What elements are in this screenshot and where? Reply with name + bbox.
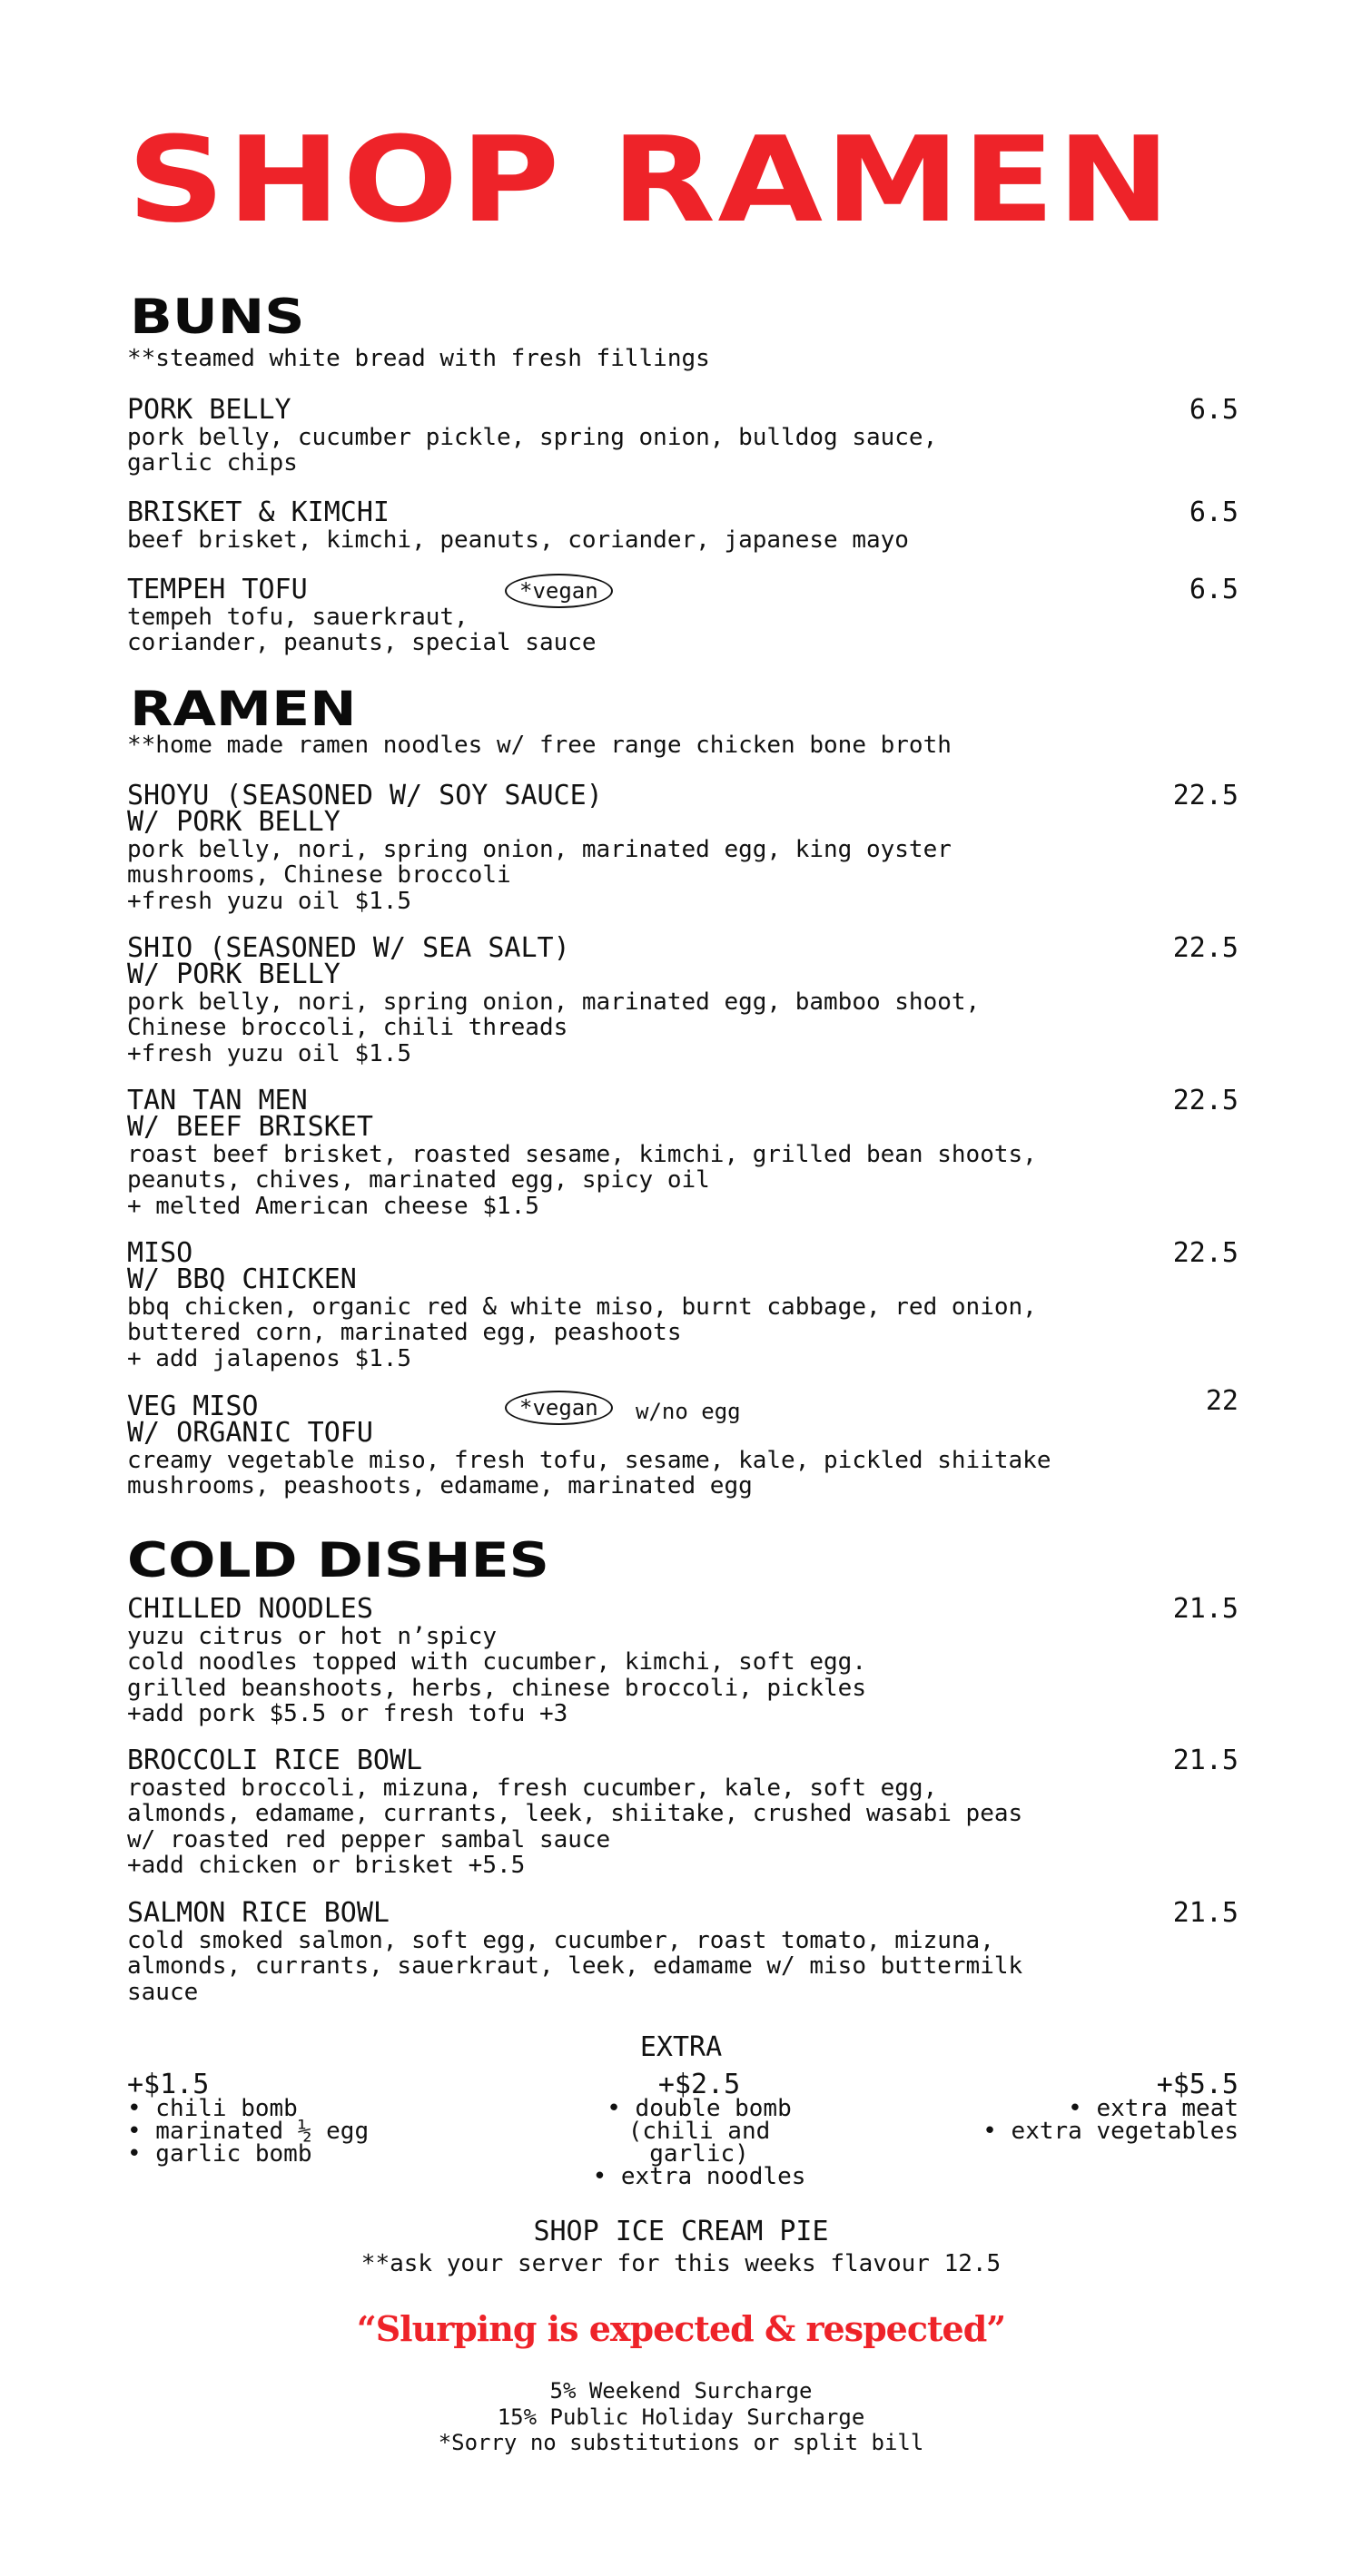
item-name: TEMPEH TOFU — [127, 574, 308, 605]
item-name: BRISKET & KIMCHI — [127, 497, 390, 528]
item-name: PORK BELLY — [127, 394, 291, 426]
menu-item — [127, 499, 1239, 553]
item-price: 21.5 — [1172, 1745, 1239, 1776]
extras-heading: EXTRA — [639, 2031, 723, 2063]
extras-price: +$5.5 — [1156, 2069, 1239, 2100]
extras-item: • extra noodles — [592, 2163, 806, 2190]
menu-item — [127, 932, 1239, 1067]
item-price: 6.5 — [1189, 394, 1239, 426]
item-name: SHIO (SEASONED W/ SEA SALT) W/ PORK BELLY — [127, 932, 570, 990]
menu-item — [127, 782, 1239, 914]
menu-item — [127, 1087, 1239, 1219]
extras-column — [857, 2069, 1239, 2145]
item-price: 21.5 — [1172, 1897, 1239, 1929]
tag-note: w/no egg — [636, 1399, 741, 1424]
item-description: pork belly, nori, spring onion, marinated egg, bamboo shoot, Chinese broccoli, chili threads +fresh yuzu oil $1.5 — [127, 988, 981, 1067]
section-heading-cold-dishes: COLD DISHES — [127, 1533, 549, 1588]
extras-price: +$1.5 — [127, 2069, 210, 2100]
section-heading-ramen: RAMEN — [130, 682, 357, 737]
extras-item: • chili bomb — [127, 2095, 298, 2122]
extras-price: +$2.5 — [657, 2069, 741, 2100]
item-name: MISO W/ BBQ CHICKEN — [127, 1237, 357, 1295]
item-name: VEG MISO W/ ORGANIC TOFU — [127, 1391, 373, 1449]
section-heading-buns: BUNS — [130, 290, 305, 345]
item-description: beef brisket, kimchi, peanuts, coriander, japanese mayo — [127, 526, 909, 554]
extras-item: • marinated ½ egg — [127, 2118, 370, 2145]
item-description: cold smoked salmon, soft egg, cucumber, roast tomato, mizuna, almonds, currants, sauerkraut, leek, edamame w/ miso buttermilk sauce — [127, 1927, 1023, 2006]
extras-column — [508, 2069, 890, 2190]
item-price: 6.5 — [1189, 497, 1239, 528]
tagline: “Slurping is expected & respected” — [356, 2308, 1006, 2349]
item-price: 22.5 — [1172, 1237, 1239, 1269]
item-price: 22.5 — [1172, 932, 1239, 964]
item-name: CHILLED NOODLES — [127, 1593, 373, 1625]
item-price: 21.5 — [1172, 1593, 1239, 1625]
extras-item: • garlic bomb — [127, 2140, 312, 2168]
dessert-name: SHOP ICE CREAM PIE — [533, 2216, 829, 2247]
menu-item — [127, 576, 1239, 656]
menu-item — [127, 1747, 1239, 1879]
item-name: TAN TAN MEN W/ BEEF BRISKET — [127, 1085, 373, 1143]
menu-item — [127, 394, 1239, 477]
item-description: yuzu citrus or hot n’spicy cold noodles topped with cucumber, kimchi, soft egg. grilled beanshoots, herbs, chinese broccoli, pickles +add pork $5.5 or fresh tofu +3 — [127, 1623, 866, 1728]
item-description: bbq chicken, organic red & white miso, burnt cabbage, red onion, buttered corn, marinated egg, peashoots + add jalapenos $1.5 — [127, 1293, 1037, 1372]
menu-item — [127, 1237, 1239, 1372]
item-name: BROCCOLI RICE BOWL — [127, 1745, 423, 1776]
extras-item: (chili and — [627, 2118, 771, 2145]
extras-item: • double bomb — [607, 2095, 792, 2122]
item-description: roasted broccoli, mizuna, fresh cucumber, kale, soft egg, almonds, edamame, currants, leek, shiitake, crushed wasabi peas w/ roasted red pepper sambal sauce +add chicken or brisket +5.5 — [127, 1775, 1023, 1880]
section-note-buns: **steamed white bread with fresh fillings — [127, 345, 710, 372]
item-price: 22.5 — [1172, 780, 1239, 811]
item-description: tempeh tofu, sauerkraut, coriander, peanuts, special sauce — [127, 604, 597, 657]
item-price: 22 — [1205, 1385, 1239, 1417]
item-name: SHOYU (SEASONED W/ SOY SAUCE) W/ PORK BELLY — [127, 780, 603, 838]
extras-item: • extra vegetables — [982, 2118, 1239, 2145]
extras-item: • extra meat — [1068, 2095, 1239, 2122]
item-description: creamy vegetable miso, fresh tofu, sesame, kale, pickled shiitake mushrooms, peashoots, edamame, marinated egg — [127, 1447, 1051, 1500]
extras-column — [127, 2069, 508, 2168]
surcharge-notes: 5% Weekend Surcharge 15% Public Holiday Surcharge *Sorry no substitutions or split bill — [438, 2378, 924, 2455]
menu-item — [127, 1897, 1239, 2006]
item-description: pork belly, nori, spring onion, marinated egg, king oyster mushrooms, Chinese broccoli +fresh yuzu oil $1.5 — [127, 836, 952, 915]
menu-item — [127, 1385, 1239, 1500]
section-note-ramen: **home made ramen noodles w/ free range chicken bone broth — [127, 732, 952, 759]
dessert-note: **ask your server for this weeks flavour 12.5 — [360, 2250, 1002, 2277]
item-price: 22.5 — [1172, 1085, 1239, 1116]
menu-item — [127, 1593, 1239, 1728]
menu-title: SHOP RAMEN — [127, 111, 1173, 249]
item-description: roast beef brisket, roasted sesame, kimchi, grilled bean shoots, peanuts, chives, marinated egg, spicy oil + melted American cheese $1.5 — [127, 1141, 1037, 1220]
vegan-badge: *vegan — [505, 1391, 613, 1425]
item-price: 6.5 — [1189, 574, 1239, 605]
extras-item: garlic) — [649, 2140, 749, 2168]
item-description: pork belly, cucumber pickle, spring onion, bulldog sauce, garlic chips — [127, 424, 938, 477]
item-name: SALMON RICE BOWL — [127, 1897, 390, 1929]
vegan-badge: *vegan — [505, 574, 613, 608]
